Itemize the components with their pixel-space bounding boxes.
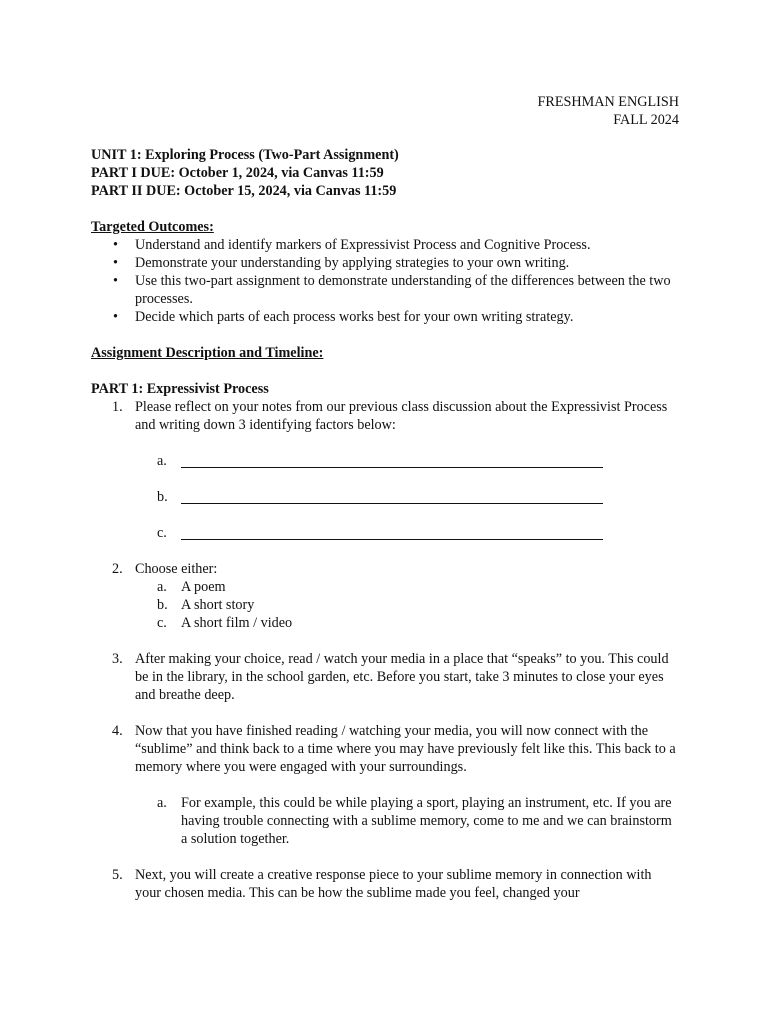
answer-line[interactable] <box>181 452 603 468</box>
option-letter: a. <box>157 579 167 595</box>
document-page <box>91 93 679 902</box>
outcomes-list <box>91 236 679 326</box>
step-number: 1. <box>112 399 123 415</box>
option-letter: c. <box>157 615 167 631</box>
outcome-item: • Demonstrate your understanding by applying strategies to your own writing. <box>91 254 679 272</box>
answer-line[interactable] <box>181 524 603 540</box>
step-2 <box>91 560 679 578</box>
description-heading: Assignment Description and Timeline: <box>91 345 324 361</box>
blank-letter: c. <box>157 525 167 541</box>
step-number: 3. <box>112 651 123 667</box>
step-1 <box>91 398 679 434</box>
part2-due-date: PART II DUE: October 15, 2024, via Canvas 11:59 <box>91 183 397 199</box>
step-3 <box>91 650 679 704</box>
course-term: FALL 2024 <box>613 112 679 128</box>
step-text: After making your choice, read / watch your media in a place that “speaks” to you. This could be in the library, in the school garden, etc. Before you start, take 3 minutes to close your eyes and breathe deep. <box>135 651 669 703</box>
step-number: 5. <box>112 867 123 883</box>
media-option <box>91 596 679 614</box>
unit-title: UNIT 1: Exploring Process (Two-Part Assignment) <box>91 147 399 163</box>
media-option <box>91 578 679 596</box>
media-option <box>91 614 679 632</box>
blank-answer-c[interactable] <box>91 524 679 542</box>
sub-letter: a. <box>157 795 167 811</box>
blank-answer-a[interactable] <box>91 452 679 470</box>
step-text: Please reflect on your notes from our previous class discussion about the Expressivist Process and writing down 3 identifying factors below: <box>135 399 668 433</box>
answer-line[interactable] <box>181 488 603 504</box>
step-text: Choose either: <box>135 561 218 577</box>
outcome-item: • Understand and identify markers of Expressivist Process and Cognitive Process. <box>91 236 679 254</box>
course-name: FRESHMAN ENGLISH <box>537 94 679 110</box>
option-text: A short film / video <box>181 615 293 631</box>
step-4-example <box>91 794 679 848</box>
option-text: A short story <box>181 597 255 613</box>
blank-answer-b[interactable] <box>91 488 679 506</box>
step-number: 4. <box>112 723 123 739</box>
step-4 <box>91 722 679 776</box>
outcome-item: • Decide which parts of each process works best for your own writing strategy. <box>91 308 679 326</box>
step-number: 2. <box>112 561 123 577</box>
step-5 <box>91 866 679 902</box>
step-text: Now that you have finished reading / watching your media, you will now connect with the “sublime” and think back to a time where you may have previously felt like this. This back to a memory where you were engaged with your surroundings. <box>135 723 676 775</box>
blank-letter: a. <box>157 453 167 469</box>
blank-letter: b. <box>157 489 168 505</box>
part1-due-date: PART I DUE: October 1, 2024, via Canvas 11:59 <box>91 165 384 181</box>
outcome-item: • Use this two-part assignment to demonstrate understanding of the differences between the two processes. <box>91 272 679 308</box>
course-header <box>91 93 679 129</box>
step-text: Next, you will create a creative response piece to your sublime memory in connection with your chosen media. This can be how the sublime made you feel, changed your <box>135 867 652 901</box>
option-text: A poem <box>181 579 226 595</box>
outcomes-heading: Targeted Outcomes: <box>91 219 214 235</box>
sub-text: For example, this could be while playing a sport, playing an instrument, etc. If you are having trouble connecting with a sublime memory, come to me and we can brainstorm a solution together. <box>181 795 672 847</box>
option-letter: b. <box>157 597 168 613</box>
part1-heading: PART 1: Expressivist Process <box>91 381 269 397</box>
